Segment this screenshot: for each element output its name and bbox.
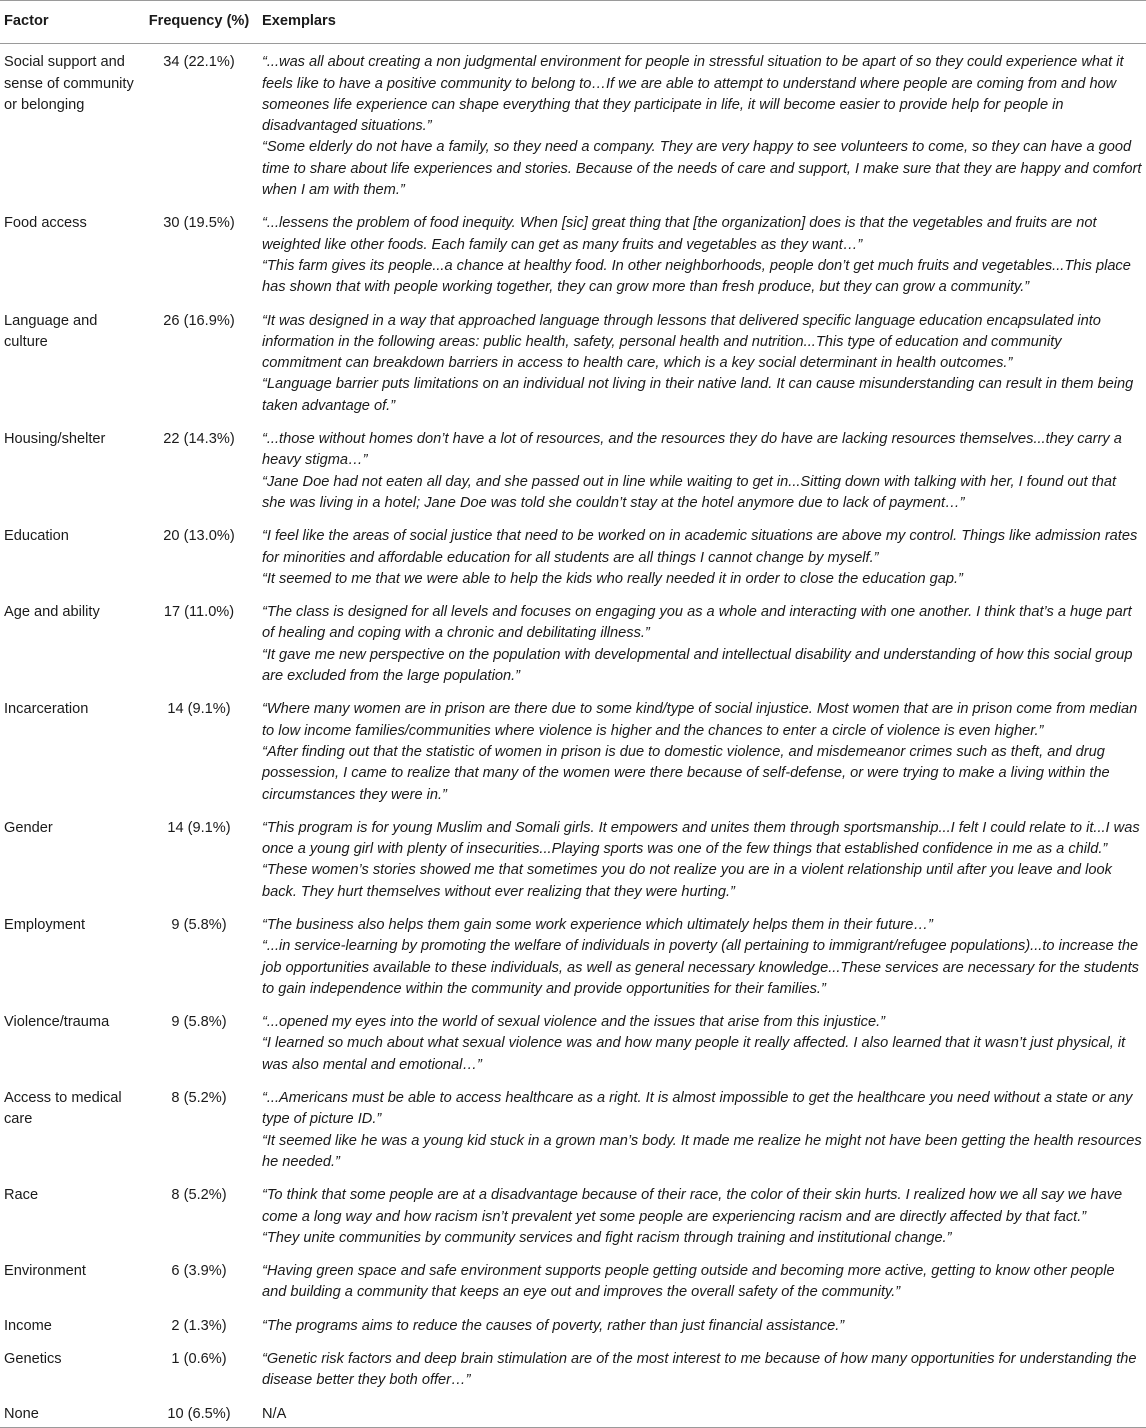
table-row <box>0 1080 1146 1177</box>
exemplar-quote: “They unite communities by community services and fight racism through training and institutional change.” <box>262 1229 952 1246</box>
exemplar-quote: “I learned so much about what sexual violence was and how many people it really affected. I also learned that it wasn’t just physical, it was also mental and emotional…” <box>262 1035 1126 1073</box>
exemplar-quote: “...was all about creating a non judgmental environment for people in stressful situation to be apart of so they could experience what it feels like to have a positive community to belong to…If we are able to attempt to understand where people are coming from and how someones life experience can shape everything that they participate in life, it will become easier to provide help for people in disadvantaged situations.” <box>262 54 1124 135</box>
table-row <box>0 1341 1146 1396</box>
exemplars-cell <box>258 44 1146 206</box>
exemplar-quote: “...Americans must be able to access healthcare as a right. It is almost impossible to get the healthcare you need without a state or any type of picture ID.” <box>262 1090 1133 1128</box>
exemplars-cell <box>258 691 1146 809</box>
exemplar-quote: “This program is for young Muslim and Somali girls. It empowers and unites them through sportsmanship...I felt I could relate to it...I was once a young girl with plenty of insecurities...Playing sports was one of the few things that established confidence in me as a child.” <box>262 819 1140 858</box>
table-row <box>0 303 1146 421</box>
factor-cell: Access to medical care <box>4 1090 122 1128</box>
header-frequency: Frequency (%) <box>140 1 258 44</box>
exemplar-quote: “Where many women are in prison are there due to some kind/type of social injustice. Most women that are in prison come from median to low income families/communities where violence is higher and the chances to enter a circle of violence is even higher.” <box>262 701 1138 739</box>
exemplar-quote: “These women’s stories showed me that sometimes you do not realize you are in a violent relationship until after you leave and look back. They hurt themselves without ever realizing that they were hurting.” <box>262 862 1112 900</box>
exemplar-quote: “...lessens the problem of food inequity. When [sic] great thing that [the organization] does is that the vegetables and fruits are not weighted like other foods. Each family can get as many fruits and vegetables as they want…” <box>262 215 1097 253</box>
exemplar-quote: “...in service-learning by promoting the welfare of individuals in poverty (all pertaining to immigrant/refugee populations)...to increase the job opportunities available to these individuals, as well as general necessary knowledge...These services are necessary for the students to gain independence within the community and provide opportunities for their families.” <box>262 938 1139 997</box>
exemplars-cell <box>258 1080 1146 1177</box>
factor-cell: Housing/shelter <box>4 431 106 448</box>
factor-cell: Income <box>4 1317 52 1334</box>
exemplar-quote: “...those without homes don’t have a lot of resources, and the resources they do have are lacking resources themselves...they carry a heavy stigma…” <box>262 431 1122 469</box>
exemplars-cell <box>258 907 1146 1004</box>
table-row <box>0 44 1146 206</box>
exemplars-cell <box>258 1341 1146 1396</box>
table-row <box>0 907 1146 1004</box>
frequency-cell: 2 (1.3%) <box>171 1317 227 1334</box>
header-row <box>0 1 1146 44</box>
exemplar-quote: “After finding out that the statistic of women in prison is due to domestic violence, and misdemeanor crimes such as theft, and drug possession, I came to realize that many of the women were there because of self-defense, or were trying to make a living within the circumstances they were in.” <box>262 743 1110 803</box>
table-row <box>0 1177 1146 1253</box>
frequency-cell: 6 (3.9%) <box>171 1263 227 1280</box>
exemplar-quote: “Language barrier puts limitations on an individual not living in their native land. It can cause misunderstanding can result in them being taken advantage of.” <box>262 376 1134 414</box>
table-row <box>0 594 1146 691</box>
exemplar-quote: “It gave me new perspective on the population with developmental and intellectual disability and understanding of how this social group are excluded from the large population.” <box>262 646 1133 685</box>
factor-cell: Genetics <box>4 1351 62 1368</box>
factor-cell: Gender <box>4 819 53 836</box>
exemplar-quote: “...opened my eyes into the world of sexual violence and the issues that arise from this injustice.” <box>262 1014 885 1031</box>
table-row <box>0 810 1146 907</box>
exemplars-cell <box>258 810 1146 907</box>
exemplar-quote: “To think that some people are at a disadvantage because of their race, the color of their skin hurts. I realized how we all say we have come a long way and how racism isn’t prevalent yet some people are experiencing racism and are directly affected by that fact.” <box>262 1187 1123 1225</box>
frequency-cell: 22 (14.3%) <box>163 431 235 448</box>
exemplars-cell <box>258 303 1146 421</box>
table-row <box>0 518 1146 594</box>
table-row <box>0 421 1146 518</box>
factor-cell: Environment <box>4 1263 86 1280</box>
table-row <box>0 205 1146 302</box>
exemplar-quote: “The programs aims to reduce the causes of poverty, rather than just financial assistance.” <box>262 1317 845 1334</box>
exemplars-cell <box>258 518 1146 594</box>
factor-cell: Social support and sense of community or belonging <box>4 54 134 113</box>
frequency-cell: 26 (16.9%) <box>163 312 235 329</box>
exemplars-cell <box>258 421 1146 518</box>
frequency-cell: 9 (5.8%) <box>171 1014 227 1031</box>
table-row <box>0 1308 1146 1341</box>
exemplars-cell <box>258 1177 1146 1253</box>
exemplars-cell <box>258 594 1146 691</box>
factor-cell: Education <box>4 528 69 545</box>
exemplars-cell <box>258 1396 1146 1428</box>
header-factor: Factor <box>0 1 140 44</box>
frequency-cell: 8 (5.2%) <box>171 1090 227 1107</box>
factor-cell: Race <box>4 1187 39 1204</box>
exemplar-quote: “Jane Doe had not eaten all day, and she passed out in line while waiting to get in...Sitting down with talking with her, I found out that she was living in a hotel; Jane Doe was told she couldn’t stay at the hotel anymore due to lack of payment…” <box>262 473 1117 511</box>
exemplar-quote: “Having green space and safe environment supports people getting outside and becoming more active, getting to know other people and building a community that keeps an eye out and improves the overall safety of the community.” <box>262 1263 1115 1301</box>
exemplar-quote: “It seemed like he was a young kid stuck in a grown man’s body. It made me realize he might not have been getting the health resources he needed.” <box>262 1132 1142 1170</box>
exemplars-cell <box>258 1308 1146 1341</box>
factor-cell: None <box>0 1396 140 1428</box>
frequency-cell: 14 (9.1%) <box>167 819 231 836</box>
table-row <box>0 1253 1146 1308</box>
factor-cell: Violence/trauma <box>4 1014 110 1031</box>
table-row <box>0 1004 1146 1080</box>
frequency-cell: 10 (6.5%) <box>140 1396 258 1428</box>
exemplar-quote: “It seemed to me that we were able to help the kids who really needed it in order to close the education gap.” <box>262 570 963 587</box>
exemplar-quote: “The class is designed for all levels and focuses on engaging you as a whole and interacting with one another. I think that’s a huge part of healing and coping with a chronic and debilitating illness.” <box>262 604 1132 642</box>
exemplar-quote: “Some elderly do not have a family, so they need a company. They are very happy to see volunteers to come, so they can have a good time to share about life experiences and stories. Because of the needs of care and support, I make sure that they are happy and comfort when I am with them.” <box>262 139 1142 199</box>
factor-cell: Age and ability <box>4 604 100 621</box>
exemplars-cell <box>258 205 1146 302</box>
factor-cell: Employment <box>4 916 86 933</box>
frequency-cell: 9 (5.8%) <box>171 916 227 933</box>
exemplar-quote: “The business also helps them gain some work experience which ultimately helps them in their future…” <box>262 916 933 933</box>
table-row <box>0 691 1146 809</box>
exemplar-quote: N/A <box>262 1405 287 1422</box>
frequency-cell: 17 (11.0%) <box>163 604 235 621</box>
exemplar-quote: “I feel like the areas of social justice that need to be worked on in academic situations are above my control. Things like admission rates for minorities and affordable education for all students are all things I cannot change by myself.” <box>262 528 1138 566</box>
table-body <box>0 44 1146 1428</box>
factor-cell: Food access <box>4 215 87 232</box>
header-exemplars: Exemplars <box>258 1 1146 44</box>
frequency-cell: 8 (5.2%) <box>171 1187 227 1204</box>
exemplar-quote: “It was designed in a way that approached language through lessons that delivered specific language education encapsulated into information in the following areas: public health, safety, personal health and nutrition...This type of education and community commitment can breakdown barriers in access to health care, which is a key social determinant in health outcomes.” <box>262 312 1101 372</box>
frequency-cell: 20 (13.0%) <box>163 528 235 545</box>
exemplars-cell <box>258 1253 1146 1308</box>
exemplar-quote: “Genetic risk factors and deep brain stimulation are of the most interest to me because of how many opportunities for understanding the disease better they both offer…” <box>262 1351 1137 1389</box>
exemplars-cell <box>258 1004 1146 1080</box>
frequency-cell: 34 (22.1%) <box>163 54 235 71</box>
table-row <box>0 1396 1146 1428</box>
frequency-cell: 14 (9.1%) <box>167 701 231 718</box>
factor-cell: Language and culture <box>4 312 98 350</box>
frequency-cell: 1 (0.6%) <box>171 1351 227 1368</box>
frequency-cell: 30 (19.5%) <box>163 215 235 232</box>
exemplar-quote: “This farm gives its people...a chance at healthy food. In other neighborhoods, people don’t get much fruits and vegetables...This place has shown that with people working together, they can grow more than fresh produce, but they can grow a community.” <box>262 257 1131 296</box>
factor-cell: Incarceration <box>4 701 89 718</box>
